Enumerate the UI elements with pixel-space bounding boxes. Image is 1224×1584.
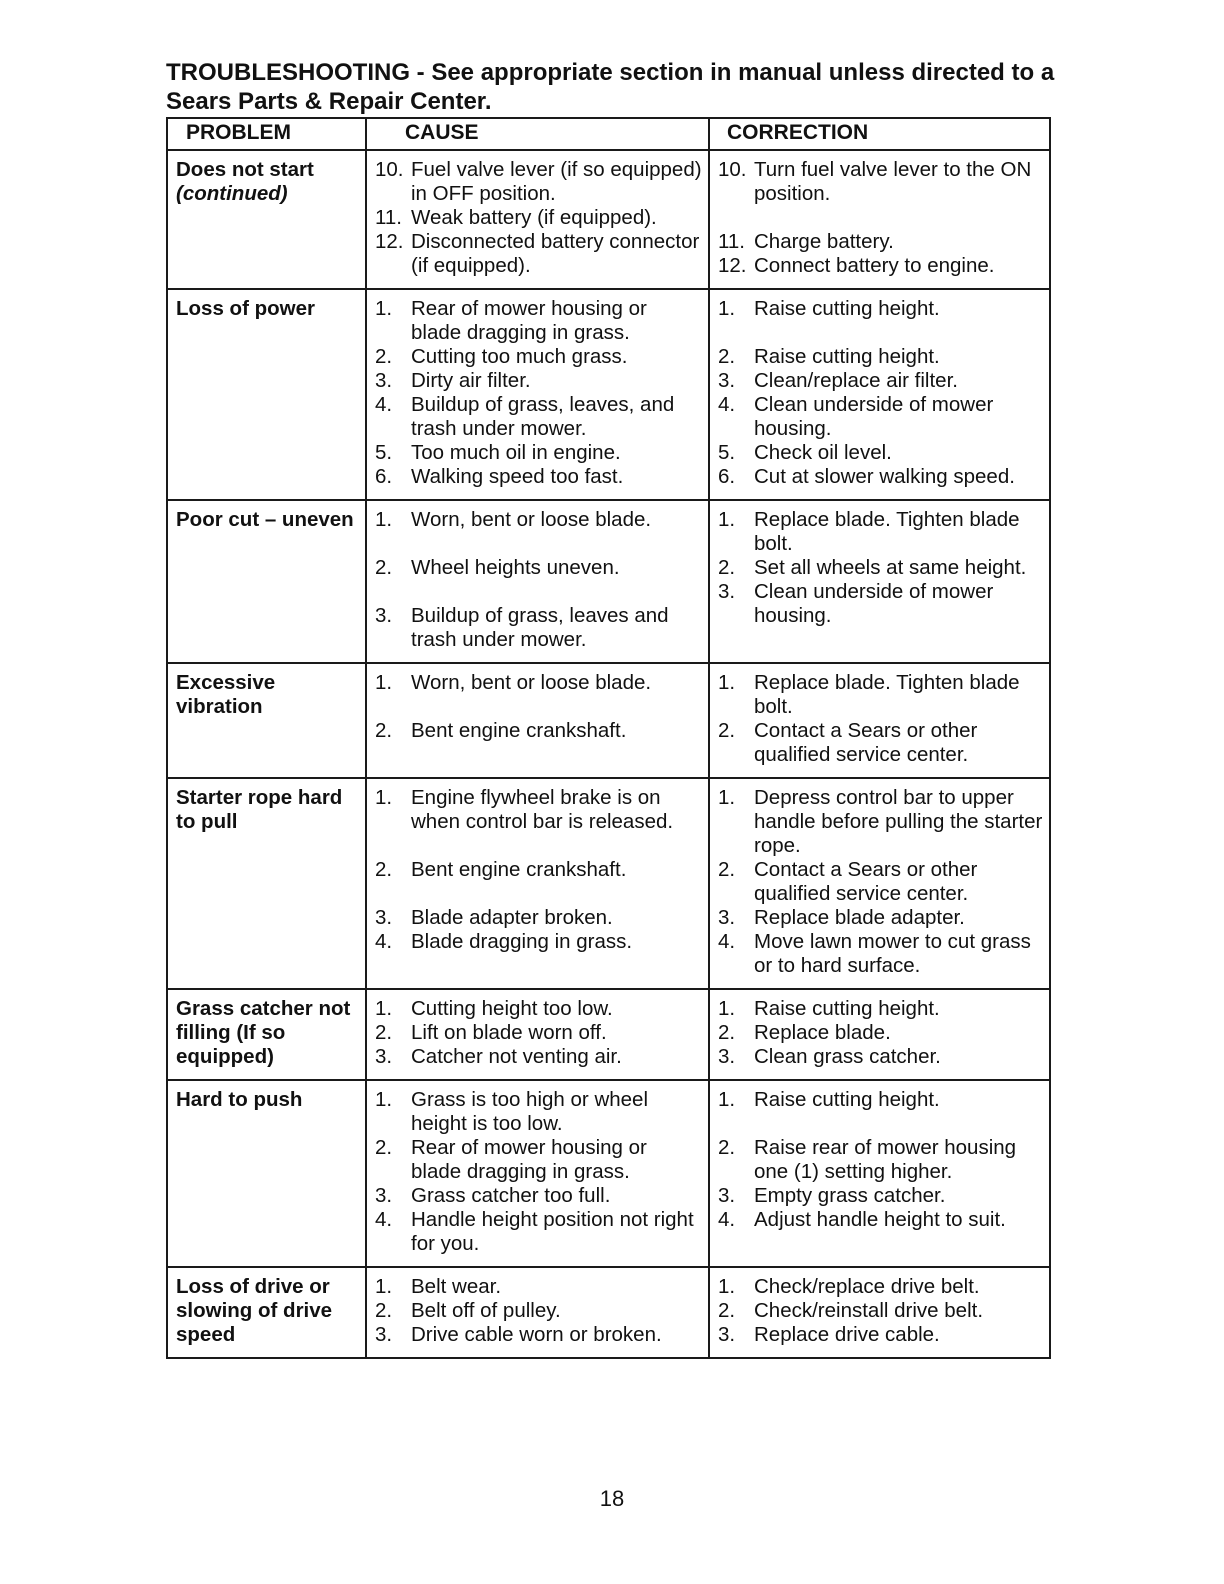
cause-cell — [366, 663, 709, 778]
table-header-row — [167, 118, 1050, 150]
correction-number: 6. — [718, 465, 736, 488]
cause-item — [375, 556, 702, 580]
cause-text: Walking speed too fast. — [411, 465, 624, 488]
correction-number: 12. — [718, 254, 747, 277]
correction-item — [718, 1045, 1043, 1069]
cause-text: Fuel valve lever (if so equipped) in OFF position. — [411, 158, 702, 205]
correction-text: Contact a Sears or other qualified service center. — [754, 858, 978, 905]
problem-label: Does not start — [176, 158, 314, 181]
cause-item — [375, 1299, 702, 1323]
correction-item — [718, 671, 1043, 719]
cause-cell — [366, 778, 709, 989]
problem-label: Poor cut – uneven — [176, 508, 354, 531]
cause-item — [375, 997, 702, 1021]
correction-number: 2. — [718, 1021, 736, 1044]
cause-text: Weak battery (if equipped). — [411, 206, 657, 229]
page-number: 18 — [599, 1486, 625, 1511]
problem-label: Hard to push — [176, 1088, 303, 1111]
correction-item — [718, 254, 1043, 278]
cause-number: 3. — [375, 906, 393, 929]
correction-number: 2. — [718, 345, 736, 368]
correction-number: 3. — [718, 580, 736, 603]
correction-number: 3. — [718, 1323, 736, 1346]
page-title: TROUBLESHOOTING - See appropriate section in manual unless directed to a Sears Parts & Repair Center. — [166, 59, 1055, 115]
correction-item — [718, 906, 1043, 930]
problem-label: Grass catcher not filling (If so equipped) — [176, 997, 351, 1068]
correction-item — [718, 1021, 1043, 1045]
correction-text: Raise cutting height. — [754, 1088, 940, 1111]
correction-text: Replace blade adapter. — [754, 906, 965, 929]
correction-item — [718, 1323, 1043, 1347]
cause-number: 3. — [375, 1045, 393, 1068]
correction-text: Set all wheels at same height. — [754, 556, 1027, 579]
cause-item — [375, 1275, 702, 1299]
cause-item — [375, 786, 702, 834]
correction-text: Depress control bar to upper handle before pulling the starter rope. — [754, 786, 1043, 857]
table-body — [167, 150, 1050, 1358]
cause-item — [375, 465, 702, 489]
troubleshooting-table — [166, 117, 1051, 1359]
correction-item — [718, 580, 1043, 628]
cause-item — [375, 1045, 702, 1069]
problem-cell — [167, 778, 366, 989]
correction-text: Contact a Sears or other qualified service center. — [754, 719, 978, 766]
problem-label: Loss of drive or slowing of drive speed — [176, 1275, 333, 1346]
correction-cell — [709, 289, 1050, 500]
problem-cell — [167, 1267, 366, 1358]
cause-item — [375, 1021, 702, 1045]
cause-text: Buildup of grass, leaves and trash under mower. — [411, 604, 669, 651]
correction-cell — [709, 1080, 1050, 1267]
correction-text: Charge battery. — [754, 230, 894, 253]
correction-item — [718, 1208, 1043, 1232]
cause-item — [375, 297, 702, 345]
correction-item — [718, 508, 1043, 556]
correction-number: 4. — [718, 930, 736, 953]
correction-text: Turn fuel valve lever to the ON position. — [754, 158, 1032, 205]
correction-item — [718, 465, 1043, 489]
cause-item — [375, 369, 702, 393]
correction-item — [718, 297, 1043, 321]
correction-text: Raise cutting height. — [754, 345, 940, 368]
cause-text: Blade dragging in grass. — [411, 930, 633, 953]
correction-text: Adjust handle height to suit. — [754, 1208, 1006, 1231]
correction-number: 2. — [718, 1299, 736, 1322]
correction-cell — [709, 778, 1050, 989]
cause-number: 2. — [375, 345, 393, 368]
correction-number: 1. — [718, 508, 736, 531]
correction-text: Replace blade. Tighten blade bolt. — [754, 508, 1020, 555]
cause-number: 12. — [375, 230, 404, 253]
correction-item — [718, 719, 1043, 767]
cause-item — [375, 393, 702, 441]
cause-item — [375, 158, 702, 206]
cause-item — [375, 906, 702, 930]
correction-item — [718, 556, 1043, 580]
problem-cell — [167, 663, 366, 778]
cause-cell — [366, 289, 709, 500]
correction-number: 2. — [718, 556, 736, 579]
correction-text: Connect battery to engine. — [754, 254, 995, 277]
cause-text: Lift on blade worn off. — [411, 1021, 607, 1044]
correction-text: Raise rear of mower housing one (1) setting higher. — [754, 1136, 1017, 1183]
correction-number: 1. — [718, 297, 736, 320]
correction-text: Check oil level. — [754, 441, 892, 464]
cause-text: Blade adapter broken. — [411, 906, 613, 929]
correction-text: Check/reinstall drive belt. — [754, 1299, 984, 1322]
cause-text: Worn, bent or loose blade. — [411, 671, 652, 694]
cause-cell — [366, 1080, 709, 1267]
correction-number: 5. — [718, 441, 736, 464]
cause-text: Rear of mower housing or blade dragging in grass. — [411, 1136, 647, 1183]
table-row — [167, 778, 1050, 989]
cause-text: Buildup of grass, leaves, and trash under mower. — [411, 393, 675, 440]
cause-number: 1. — [375, 671, 393, 694]
cause-number: 2. — [375, 719, 393, 742]
cause-number: 2. — [375, 1299, 393, 1322]
cause-text: Cutting too much grass. — [411, 345, 628, 368]
correction-cell — [709, 663, 1050, 778]
correction-number: 1. — [718, 1275, 736, 1298]
cause-number: 2. — [375, 858, 393, 881]
cause-text: Handle height position not right for you. — [411, 1208, 694, 1255]
cause-text: Drive cable worn or broken. — [411, 1323, 662, 1346]
problem-cell — [167, 500, 366, 663]
cause-text: Worn, bent or loose blade. — [411, 508, 652, 531]
correction-item — [718, 393, 1043, 441]
correction-text: Clean/replace air filter. — [754, 369, 958, 392]
cause-cell — [366, 989, 709, 1080]
cause-number: 4. — [375, 1208, 393, 1231]
correction-item — [718, 1184, 1043, 1208]
problem-label: Loss of power — [176, 297, 315, 320]
cause-text: Bent engine crankshaft. — [411, 719, 627, 742]
correction-number: 1. — [718, 1088, 736, 1111]
correction-number: 3. — [718, 1045, 736, 1068]
correction-number: 2. — [718, 1136, 736, 1159]
table-row — [167, 150, 1050, 289]
cause-number: 3. — [375, 369, 393, 392]
cause-number: 5. — [375, 441, 393, 464]
correction-text: Replace blade. Tighten blade bolt. — [754, 671, 1020, 718]
cause-text: Cutting height too low. — [411, 997, 613, 1020]
correction-number: 4. — [718, 1208, 736, 1231]
cause-cell — [366, 150, 709, 289]
cause-text: Belt off of pulley. — [411, 1299, 561, 1322]
correction-text: Clean underside of mower housing. — [754, 393, 994, 440]
cause-number: 1. — [375, 1088, 393, 1111]
correction-text: Replace drive cable. — [754, 1323, 940, 1346]
cause-number: 3. — [375, 1323, 393, 1346]
correction-cell — [709, 150, 1050, 289]
cause-text: Rear of mower housing or blade dragging in grass. — [411, 297, 647, 344]
correction-item — [718, 345, 1043, 369]
problem-cell — [167, 289, 366, 500]
cause-number: 4. — [375, 393, 393, 416]
cause-item — [375, 1088, 702, 1136]
cause-cell — [366, 500, 709, 663]
cause-number: 3. — [375, 604, 393, 627]
table-row — [167, 289, 1050, 500]
cause-number: 1. — [375, 508, 393, 531]
correction-text: Raise cutting height. — [754, 997, 940, 1020]
cause-text: Dirty air filter. — [411, 369, 531, 392]
correction-number: 4. — [718, 393, 736, 416]
correction-item — [718, 230, 1043, 254]
problem-cell — [167, 1080, 366, 1267]
correction-item — [718, 1299, 1043, 1323]
cause-item — [375, 1136, 702, 1184]
cause-text: Belt wear. — [411, 1275, 502, 1298]
correction-cell — [709, 500, 1050, 663]
cause-number: 2. — [375, 1021, 393, 1044]
cause-item — [375, 230, 702, 278]
cause-item — [375, 345, 702, 369]
cause-text: Catcher not venting air. — [411, 1045, 622, 1068]
correction-number: 2. — [718, 858, 736, 881]
cause-number: 10. — [375, 158, 404, 181]
correction-text: Cut at slower walking speed. — [754, 465, 1015, 488]
correction-item — [718, 369, 1043, 393]
correction-item — [718, 441, 1043, 465]
cause-cell — [366, 1267, 709, 1358]
correction-item — [718, 158, 1043, 206]
cause-text: Disconnected battery connector (if equipped). — [411, 230, 700, 277]
cause-item — [375, 719, 702, 743]
correction-text: Check/replace drive belt. — [754, 1275, 980, 1298]
correction-text: Empty grass catcher. — [754, 1184, 946, 1207]
correction-item — [718, 930, 1043, 978]
cause-number: 1. — [375, 1275, 393, 1298]
correction-item — [718, 786, 1043, 858]
correction-item — [718, 858, 1043, 906]
header-problem: PROBLEM — [167, 118, 366, 150]
correction-text: Clean grass catcher. — [754, 1045, 941, 1068]
cause-item — [375, 604, 702, 652]
cause-text: Too much oil in engine. — [411, 441, 621, 464]
cause-item — [375, 1184, 702, 1208]
cause-text: Grass is too high or wheel height is too low. — [411, 1088, 649, 1135]
problem-sublabel: (continued) — [176, 182, 288, 205]
cause-text: Grass catcher too full. — [411, 1184, 611, 1207]
correction-number: 3. — [718, 1184, 736, 1207]
header-cause: CAUSE — [366, 118, 709, 150]
correction-text: Replace blade. — [754, 1021, 891, 1044]
correction-text: Raise cutting height. — [754, 297, 940, 320]
correction-item — [718, 1275, 1043, 1299]
correction-cell — [709, 989, 1050, 1080]
cause-item — [375, 206, 702, 230]
cause-item — [375, 1323, 702, 1347]
cause-number: 11. — [375, 206, 402, 229]
cause-number: 1. — [375, 297, 393, 320]
cause-item — [375, 858, 702, 882]
correction-number: 1. — [718, 786, 736, 809]
problem-cell — [167, 150, 366, 289]
correction-item — [718, 997, 1043, 1021]
problem-cell — [167, 989, 366, 1080]
correction-cell — [709, 1267, 1050, 1358]
cause-item — [375, 508, 702, 532]
table-row — [167, 500, 1050, 663]
correction-item — [718, 1136, 1043, 1184]
cause-number: 3. — [375, 1184, 393, 1207]
problem-label: Excessive vibration — [176, 671, 276, 718]
cause-item — [375, 930, 702, 954]
cause-item — [375, 671, 702, 695]
cause-text: Engine flywheel brake is on when control bar is released. — [411, 786, 674, 833]
correction-text: Move lawn mower to cut grass or to hard surface. — [754, 930, 1031, 977]
table-row — [167, 1267, 1050, 1358]
cause-text: Wheel heights uneven. — [411, 556, 620, 579]
problem-label: Starter rope hard to pull — [176, 786, 343, 833]
table-row — [167, 663, 1050, 778]
cause-number: 4. — [375, 930, 393, 953]
correction-text: Clean underside of mower housing. — [754, 580, 994, 627]
correction-number: 1. — [718, 997, 736, 1020]
cause-text: Bent engine crankshaft. — [411, 858, 627, 881]
cause-number: 1. — [375, 786, 393, 809]
correction-number: 11. — [718, 230, 745, 253]
table-row — [167, 989, 1050, 1080]
cause-number: 1. — [375, 997, 393, 1020]
table-row — [167, 1080, 1050, 1267]
cause-number: 2. — [375, 556, 393, 579]
cause-item — [375, 441, 702, 465]
header-correction: CORRECTION — [709, 118, 1050, 150]
correction-number: 3. — [718, 369, 736, 392]
cause-number: 6. — [375, 465, 393, 488]
cause-item — [375, 1208, 702, 1256]
correction-number: 1. — [718, 671, 736, 694]
correction-number: 10. — [718, 158, 747, 181]
correction-item — [718, 1088, 1043, 1112]
cause-number: 2. — [375, 1136, 393, 1159]
correction-number: 3. — [718, 906, 736, 929]
correction-number: 2. — [718, 719, 736, 742]
